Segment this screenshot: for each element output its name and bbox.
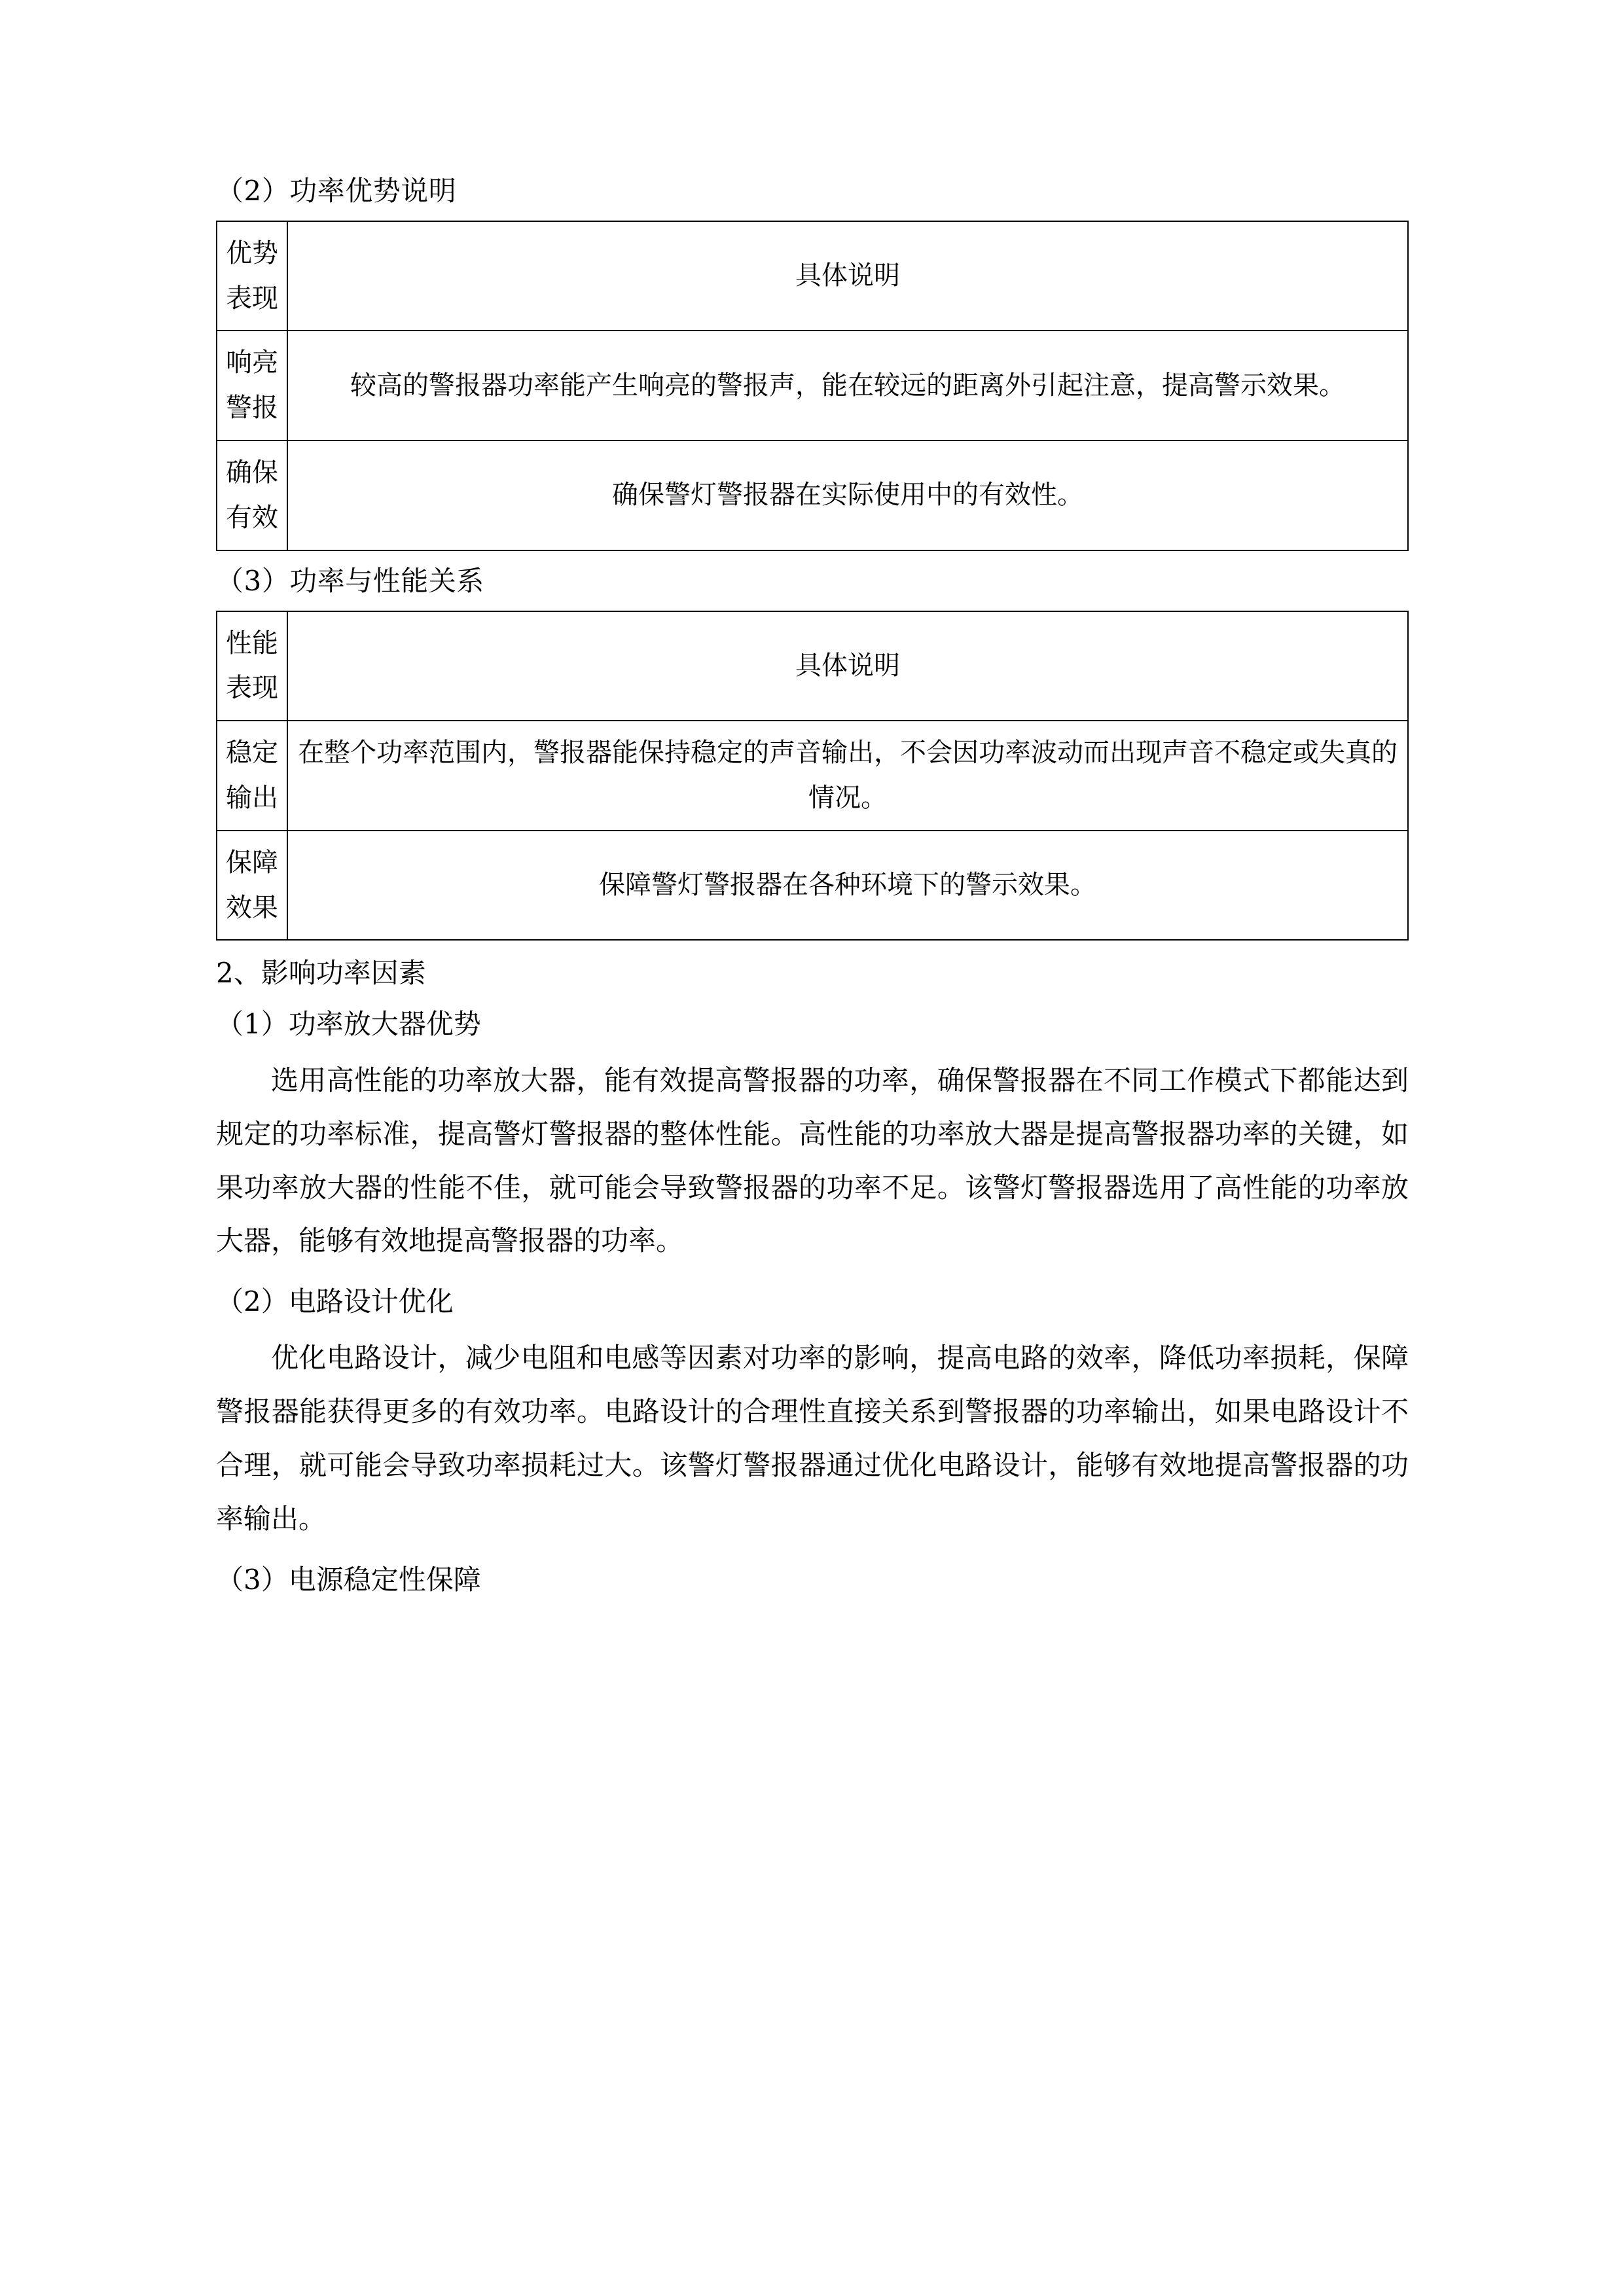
heading-power-supply-stability: （3）电源稳定性保障 xyxy=(216,1564,481,1596)
table-row xyxy=(217,440,1408,550)
table-cell-description: 保障警灯警报器在各种环境下的警示效果。 xyxy=(287,831,1408,941)
table-header-row xyxy=(217,611,1408,721)
power-performance-table xyxy=(216,611,1409,941)
paragraph-circuit-optimization: 优化电路设计，减少电阻和电感等因素对功率的影响，提高电路的效率，降低功率损耗，保障警报器能获得更多的有效功率。电路设计的合理性直接关系到警报器的功率输出，如果电路设计不合理，就可能会导致功率损耗过大。该警灯警报器通过优化电路设计，能够有效地提高警报器的功率输出。 xyxy=(216,1342,1409,1535)
power-advantage-table xyxy=(216,221,1409,551)
table-cell-label: 确保有效 xyxy=(217,440,287,550)
table-cell-description: 确保警灯警报器在实际使用中的有效性。 xyxy=(287,440,1408,550)
table-cell-description: 较高的警报器功率能产生响亮的警报声，能在较远的距离外引起注意，提高警示效果。 xyxy=(287,331,1408,440)
table-cell-label: 响亮警报 xyxy=(217,331,287,440)
page-content xyxy=(216,171,1409,1602)
table-header-description: 具体说明 xyxy=(287,221,1408,331)
table-cell-label: 保障效果 xyxy=(217,831,287,941)
table-header-row xyxy=(217,221,1408,331)
paragraph-amplifier-advantage: 选用高性能的功率放大器，能有效提高警报器的功率，确保警报器在不同工作模式下都能达到规定的功率标准，提高警灯警报器的整体性能。高性能的功率放大器是提高警报器功率的关键，如果功率放大器的性能不佳，就可能会导致警报器的功率不足。该警灯警报器选用了高性能的功率放大器，能够有效地提高警报器的功率。 xyxy=(216,1064,1409,1257)
heading-influence-factors: 2、影响功率因素 xyxy=(216,957,426,990)
heading-circuit-optimization: （2）电路设计优化 xyxy=(216,1285,454,1318)
table-row xyxy=(217,831,1408,941)
heading-power-advantage: （2）功率优势说明 xyxy=(216,175,457,207)
table-cell-description: 在整个功率范围内，警报器能保持稳定的声音输出，不会因功率波动而出现声音不稳定或失真的情况。 xyxy=(287,721,1408,831)
heading-amplifier-advantage: （1）功率放大器优势 xyxy=(216,1007,481,1040)
heading-power-performance: （3）功率与性能关系 xyxy=(216,564,484,597)
table-header-label: 性能表现 xyxy=(217,611,287,721)
table-row xyxy=(217,721,1408,831)
table-cell-label: 稳定输出 xyxy=(217,721,287,831)
table-row xyxy=(217,331,1408,440)
table-header-label: 优势表现 xyxy=(217,221,287,331)
table-header-description: 具体说明 xyxy=(287,611,1408,721)
